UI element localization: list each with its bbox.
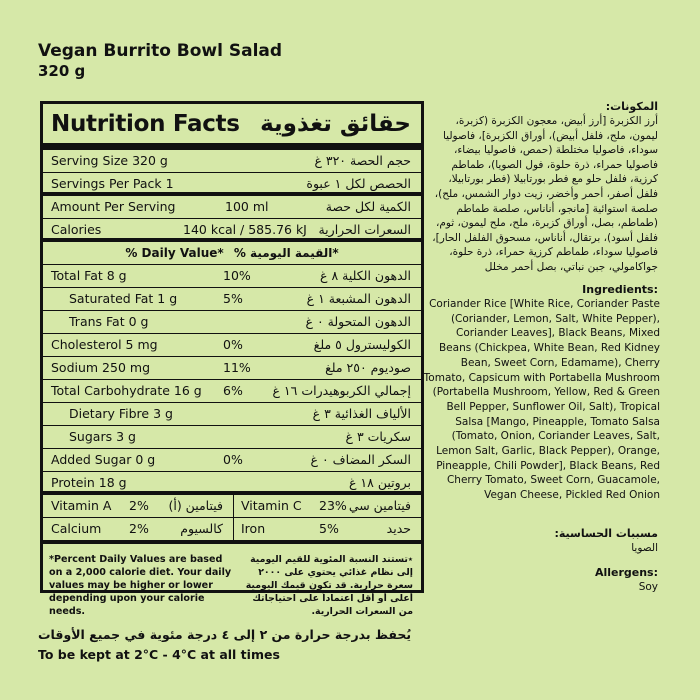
- nutrient-label: Sodium 250 mg: [51, 360, 151, 375]
- amount-per-serving-value: 100 ml: [225, 199, 269, 214]
- calories-value: 140 kcal / 585.76 kJ: [183, 222, 307, 237]
- calories-row: [43, 219, 421, 242]
- serving-size-row: [43, 150, 421, 173]
- nutrient-label-ar: صوديوم ٢٥٠ ملغ: [325, 360, 411, 375]
- nutrient-label: Added Sugar 0 g: [51, 452, 156, 467]
- product-weight: 320 g: [38, 62, 86, 80]
- vitamin-c-label-ar: فيتامين سي: [348, 498, 411, 513]
- allergens-heading-en: Allergens:: [594, 566, 658, 579]
- nutrient-row: [43, 311, 421, 334]
- nutrient-row: [43, 426, 421, 449]
- nutrient-row: [43, 357, 421, 380]
- nutrient-percent: 0%: [223, 337, 243, 352]
- nutrient-label-ar: بروتين ١٨ غ: [348, 475, 411, 490]
- nutrient-label-ar: الدهون المتحولة ٠ غ: [305, 314, 411, 329]
- calories-label-ar: السعرات الحرارية: [318, 222, 411, 237]
- storage-instructions-ar: يُحفظ بدرجة حرارة من ٢ إلى ٤ درجة مئوية في جميع الأوقات: [38, 627, 412, 642]
- nutrient-label: Protein 18 g: [51, 475, 127, 490]
- iron-label-ar: حديد: [386, 521, 411, 536]
- vitamin-divider: [233, 495, 234, 518]
- nutrient-percent: 6%: [223, 383, 243, 398]
- vitamin-a-label: Vitamin A: [51, 498, 112, 513]
- nutrient-row: [43, 449, 421, 472]
- nutrient-label-ar: الدهون المشبعة ١ غ: [306, 291, 411, 306]
- calcium-label-ar: كالسيوم: [180, 521, 223, 536]
- nutrition-facts-header: [43, 104, 421, 150]
- nutrient-label: Trans Fat 0 g: [69, 314, 149, 329]
- allergens-text-en: Soy: [638, 581, 658, 593]
- vitamin-c-percent: 23%: [319, 498, 347, 513]
- amount-per-serving-label-ar: الكمية لكل حصة: [325, 199, 411, 214]
- ingredients-text-ar: أرز الكزبرة [أرز أبيض، معجون الكزبرة (كزبرة، ليمون، ملح، فلفل أبيض)، أوراق الكزبرة]، فاصوليا سوداء، فاصوليا مختلطة (حمص، فاصوليا بيضاء، فاصوليا حمراء، ذرة حلوة، فول الصويا)، طماطم كرزية، فلفل حلو مع فطر بورتابيلا (فطر بورتابيلا، فلفل أصفر، أحمر وأخضر، زيت دوار الشمس، ملح)، صلصة استوائية [مانجو، أناناس، صلصة طماطم (طماطم، بصل، أوراق كزبرة، ملح، ملح ليمون، ثوم، فلفل أسود)، برتقال، أناناس، مسحوق الفلفل الحار]، فاصوليا سوداء، طماطم كرزية حمراء، ذرة حلوة، جواكامولي، جبن نباتي، بصل أحمر مخلل: [432, 115, 658, 273]
- ingredients-heading-en: Ingredients:: [582, 283, 658, 296]
- nutrition-facts-title-en: Nutrition Facts: [51, 110, 240, 137]
- mineral-divider: [233, 518, 234, 541]
- vitamin-a-label-ar: فيتامين (أ): [168, 498, 223, 513]
- storage-instructions-en: To be kept at 2°C - 4°C at all times: [38, 647, 280, 662]
- product-title: Vegan Burrito Bowl Salad: [38, 41, 283, 61]
- nutrient-label-ar: سكريات ٣ غ: [345, 429, 411, 444]
- calcium-label: Calcium: [51, 521, 102, 536]
- nutrient-percent: 10%: [223, 268, 251, 283]
- footnote-ar: ٭تستند النسبة المئوية للقيم اليومية إلى نظام غذائي يحتوي على ٢٠٠٠ سعرة حرارية. قد تكون قيمك اليومية أعلى أو أقل اعتماداً على احتياجاتك من السعرات الحرارية.: [245, 554, 413, 617]
- calcium-percent: 2%: [129, 521, 149, 536]
- nutrient-label: Cholesterol 5 mg: [51, 337, 158, 352]
- nutrient-row: [43, 472, 421, 495]
- amount-per-serving-row: [43, 196, 421, 219]
- nutrient-label: Saturated Fat 1 g: [69, 291, 178, 306]
- nutrient-label: Sugars 3 g: [69, 429, 136, 444]
- daily-value-label-en: % Daily Value*: [125, 246, 224, 260]
- nutrient-percent: 0%: [223, 452, 243, 467]
- iron-label: Iron: [241, 521, 266, 536]
- vitamin-row: [43, 495, 421, 518]
- calories-label: Calories: [51, 222, 102, 237]
- daily-value-label-ar: % القيمة اليومية*: [233, 246, 339, 260]
- serving-size-label-ar: حجم الحصة ٣٢٠ غ: [314, 153, 411, 168]
- nutrient-label-ar: إجمالي الكربوهيدرات ١٦ غ: [272, 383, 411, 398]
- nutrient-row: [43, 334, 421, 357]
- servings-per-pack-row: [43, 173, 421, 196]
- daily-value-footnote: [43, 541, 421, 631]
- allergens-heading-ar: مسببات الحساسية:: [554, 527, 658, 540]
- ingredients-heading-ar: المكونات:: [605, 100, 658, 113]
- daily-value-header: [43, 242, 421, 265]
- servings-per-pack-label: Servings Per Pack 1: [51, 176, 174, 191]
- nutrient-label: Total Carbohydrate 16 g: [51, 383, 202, 398]
- nutrient-label-ar: الكوليسترول ٥ ملغ: [313, 337, 411, 352]
- serving-size-label: Serving Size 320 g: [51, 153, 168, 168]
- nutrition-facts-title-ar: حقائق تغذوية: [260, 110, 411, 137]
- ingredients-text-en: Coriander Rice [White Rice, Coriander Paste (Coriander, Lemon, Salt, White Pepper), Coriander Leaves], Black Beans, Mixed Beans (Chickpea, White Bean, Red Kidney Bean, Sweet Corn, Edamame), Cherry Tomato, Capsicum with Portabella Mushroom (Portabella Mushroom, Yellow, Red & Green Bell Pepper, Sunflower Oil, Salt), Tropical Salsa [Mango, Pineapple, Tomato Salsa (Tomato, Onion, Coriander Leaves, Salt, Lemon Salt, Garlic, Black Pepper), Orange, Pineapple, Chili Powder], Black Beans, Red Cherry Tomato, Sweet Corn, Guacamole, Vegan Cheese, Pickled Red Onion: [423, 298, 660, 502]
- mineral-row: [43, 518, 421, 541]
- nutrient-label: Dietary Fibre 3 g: [69, 406, 173, 421]
- iron-percent: 5%: [319, 521, 339, 536]
- nutrient-label-ar: الدهون الكلية ٨ غ: [320, 268, 411, 283]
- amount-per-serving-label: Amount Per Serving: [51, 199, 176, 214]
- footnote-en: *Percent Daily Values are based on a 2,000 calorie diet. Your daily values may be higher or lower depending upon your calorie needs.: [49, 554, 232, 617]
- nutrient-row: [43, 288, 421, 311]
- nutrient-row: [43, 380, 421, 403]
- nutrient-percent: 5%: [223, 291, 243, 306]
- nutrition-facts-panel: [40, 101, 424, 617]
- nutrient-label: Total Fat 8 g: [51, 268, 127, 283]
- vitamin-a-percent: 2%: [129, 498, 149, 513]
- vitamin-c-label: Vitamin C: [241, 498, 302, 513]
- nutrient-label-ar: السكر المضاف ٠ غ: [310, 452, 411, 467]
- nutrient-label-ar: الألياف الغذائية ٣ غ: [312, 406, 411, 421]
- servings-per-pack-label-ar: الحصص لكل ١ عبوة: [306, 176, 411, 191]
- nutrient-row: [43, 265, 421, 288]
- nutrient-row: [43, 403, 421, 426]
- nutrient-percent: 11%: [223, 360, 251, 375]
- allergens-text-ar: الصويا: [631, 542, 658, 554]
